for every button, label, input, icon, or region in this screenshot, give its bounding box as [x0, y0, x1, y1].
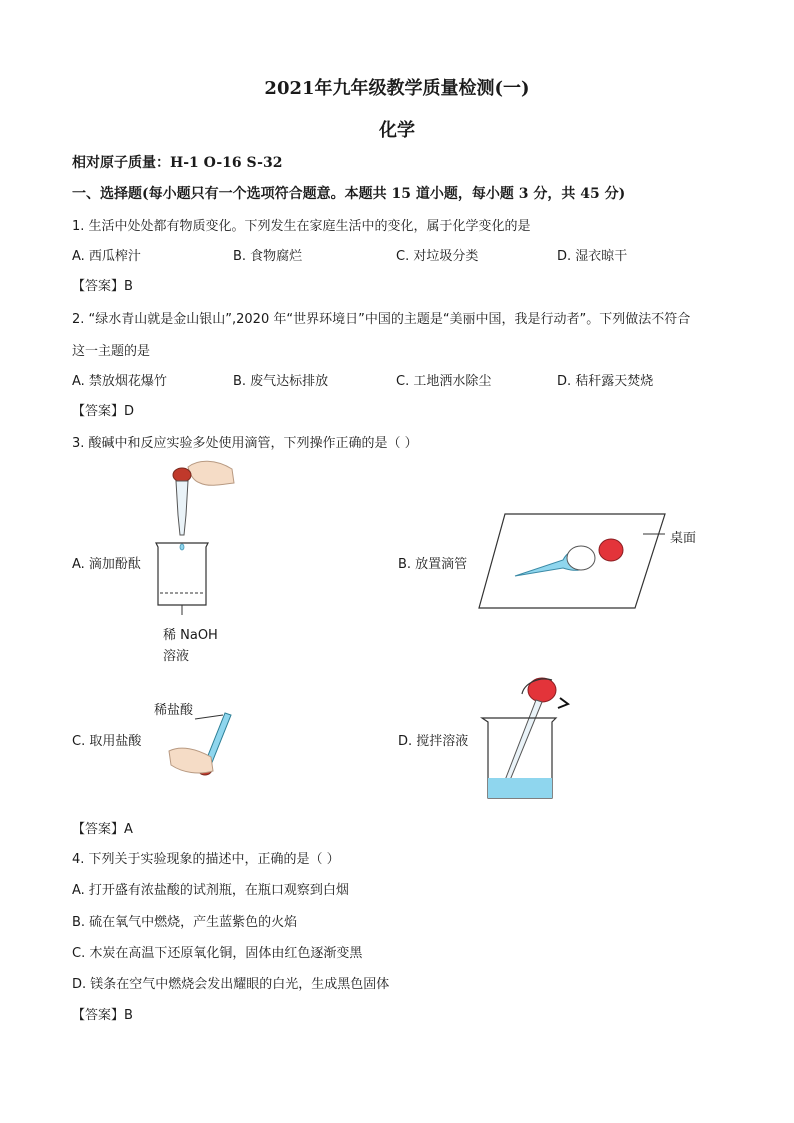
- figure-a-dropper-beaker: [150, 455, 240, 615]
- label-naoh-line2: 溶液: [163, 649, 190, 664]
- section-heading: 一、选择题(每小题只有一个选项符合题意。本题共 15 道小题，每小题 3 分，共 45 分): [72, 186, 626, 202]
- q4-answer: 【答案】B: [72, 1008, 133, 1023]
- question-1-stem: 1. 生活中处处都有物质变化。下列发生在家庭生活中的变化，属于化学变化的是: [72, 219, 531, 234]
- q1-answer: 【答案】B: [72, 279, 133, 294]
- q4-option-d: D. 镁条在空气中燃烧会发出耀眼的白光，生成黑色固体: [72, 977, 390, 992]
- q1-option-d: D. 湿衣晾干: [557, 249, 628, 264]
- q1-option-b: B. 食物腐烂: [233, 249, 303, 264]
- question-4-stem: 4. 下列关于实验现象的描述中，正确的是（ ）: [72, 852, 340, 867]
- q2-option-d: D. 秸秆露天焚烧: [557, 374, 654, 389]
- q3-option-c: C. 取用盐酸: [72, 734, 142, 749]
- q3-option-d: D. 搅拌溶液: [398, 734, 469, 749]
- label-hcl: 稀盐酸: [154, 703, 194, 718]
- label-desk: 桌面: [670, 531, 697, 546]
- q1-option-a: A. 西瓜榨汁: [72, 249, 141, 264]
- q2-option-a: A. 禁放烟花爆竹: [72, 374, 167, 389]
- label-naoh-line1: 稀 NaOH: [163, 628, 218, 643]
- figure-d-stir-with-dropper: [478, 670, 578, 805]
- q3-answer: 【答案】A: [72, 822, 133, 837]
- q3-option-b: B. 放置滴管: [398, 557, 468, 572]
- q3-option-a: A. 滴加酚酞: [72, 557, 141, 572]
- q2-option-c: C. 工地洒水除尘: [396, 374, 492, 389]
- question-3-stem: 3. 酸碱中和反应实验多处使用滴管，下列操作正确的是（ ）: [72, 436, 418, 451]
- q1-option-c: C. 对垃圾分类: [396, 249, 479, 264]
- question-2-stem-line2: 这一主题的是: [72, 344, 151, 359]
- atomic-masses: 相对原子质量：H-1 O-16 S-32: [72, 155, 283, 171]
- q2-option-b: B. 废气达标排放: [233, 374, 329, 389]
- page-title: 2021年九年级教学质量检测(一): [264, 78, 530, 99]
- q4-option-c: C. 木炭在高温下还原氧化铜，固体由红色逐渐变黑: [72, 946, 363, 961]
- q2-answer: 【答案】D: [72, 404, 135, 419]
- figure-b-dropper-on-desk: [475, 510, 675, 610]
- subject-title: 化学: [379, 120, 415, 141]
- question-2-stem-line1: 2. “绿水青山就是金山银山”,2020 年“世界环境日”中国的主题是“美丽中国，我是行动者”。下列做法不符合: [72, 312, 691, 327]
- q4-option-a: A. 打开盛有浓盐酸的试剂瓶，在瓶口观察到白烟: [72, 883, 349, 898]
- q4-option-b: B. 硫在氧气中燃烧，产生蓝紫色的火焰: [72, 915, 298, 930]
